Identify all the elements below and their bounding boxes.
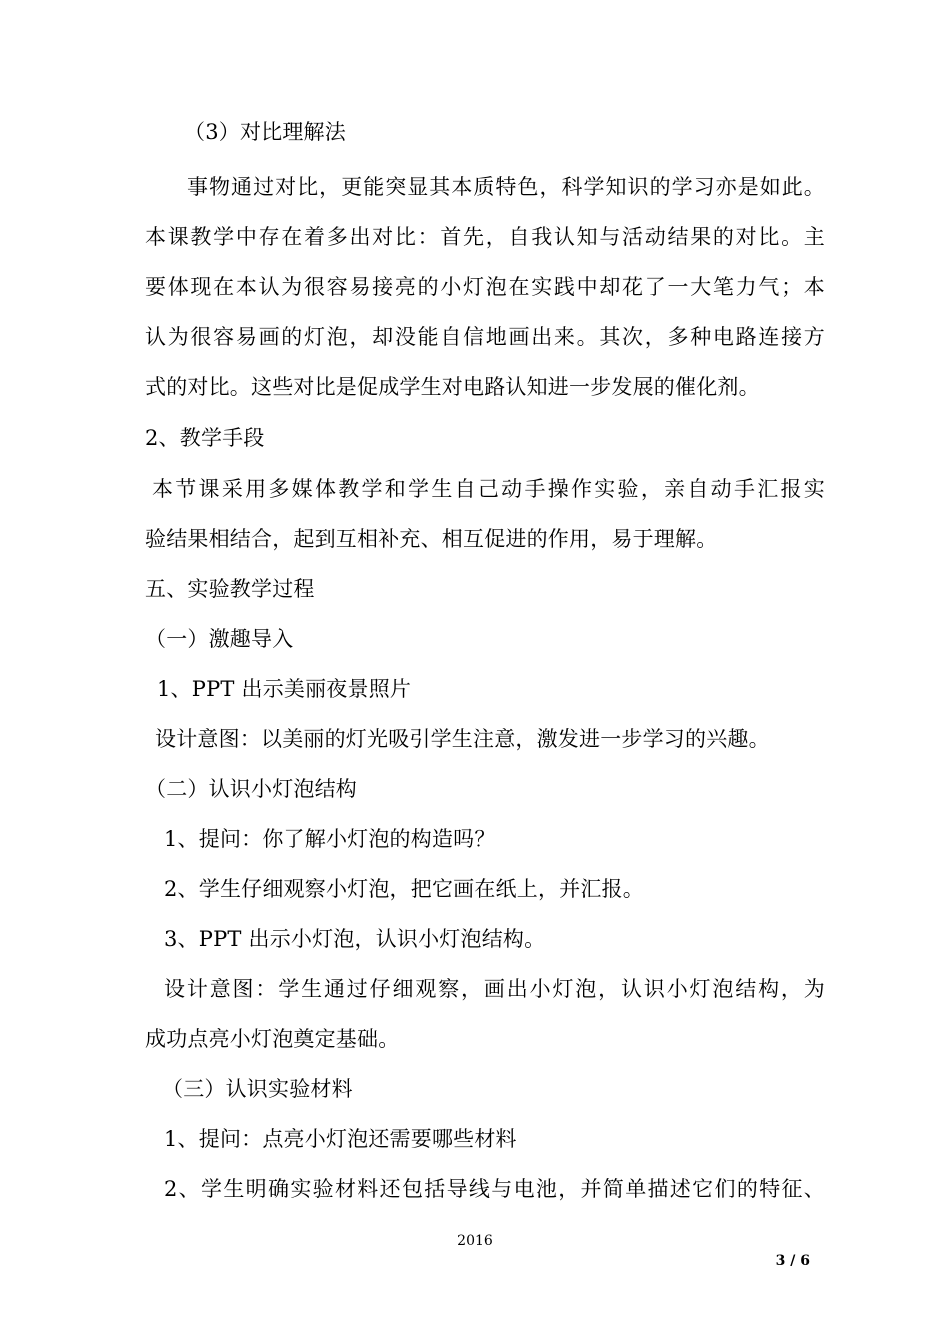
- list-item: 1、提问：点亮小灯泡还需要哪些材料: [164, 1127, 517, 1151]
- list-item: 1、提问：你了解小灯泡的构造吗？: [164, 827, 496, 851]
- paragraph-line: 要体现在本认为很容易接亮的小灯泡在实践中却花了一大笔力气；本: [145, 275, 825, 299]
- list-item: 2、学生仔细观察小灯泡，把它画在纸上，并汇报。: [164, 877, 644, 901]
- design-intent-line: 成功点亮小灯泡奠定基础。: [145, 1027, 400, 1051]
- footer-year: 2016: [457, 1233, 493, 1249]
- page-number: 3 / 6: [775, 1253, 810, 1269]
- paragraph-line: 式的对比。这些对比是促成学生对电路认知进一步发展的催化剂。: [145, 375, 760, 399]
- design-intent-line: 设计意图：学生通过仔细观察，画出小灯泡，认识小灯泡结构，为: [164, 977, 825, 1001]
- list-item: 2、学生明确实验材料还包括导线与电池，并简单描述它们的特征、: [164, 1177, 825, 1201]
- subheading-intro: （一）激趣导入: [145, 627, 294, 651]
- subheading-materials: （三）认识实验材料: [162, 1077, 353, 1101]
- heading-experiment-process: 五、实验教学过程: [145, 577, 315, 601]
- paragraph-line: 事物通过对比，更能突显其本质特色，科学知识的学习亦是如此。: [187, 175, 825, 199]
- list-item: 1、PPT 出示美丽夜景照片: [157, 677, 412, 701]
- paragraph-line: 本课教学中存在着多出对比：首先，自我认知与活动结果的对比。主: [145, 225, 825, 249]
- subheading-bulb-structure: （二）认识小灯泡结构: [145, 777, 357, 801]
- paragraph-line: 本节课采用多媒体教学和学生自己动手操作实验，亲自动手汇报实: [152, 477, 825, 501]
- heading-teaching-means: 2、教学手段: [145, 426, 265, 450]
- heading-contrast-method: （3）对比理解法: [184, 120, 346, 144]
- paragraph-line: 认为很容易画的灯泡，却没能自信地画出来。其次，多种电路连接方: [145, 325, 825, 349]
- design-intent-line: 设计意图：以美丽的灯光吸引学生注意，激发进一步学习的兴趣。: [155, 727, 770, 751]
- paragraph-line: 验结果相结合，起到互相补充、相互促进的作用，易于理解。: [145, 527, 718, 551]
- list-item: 3、PPT 出示小灯泡，认识小灯泡结构。: [164, 927, 546, 951]
